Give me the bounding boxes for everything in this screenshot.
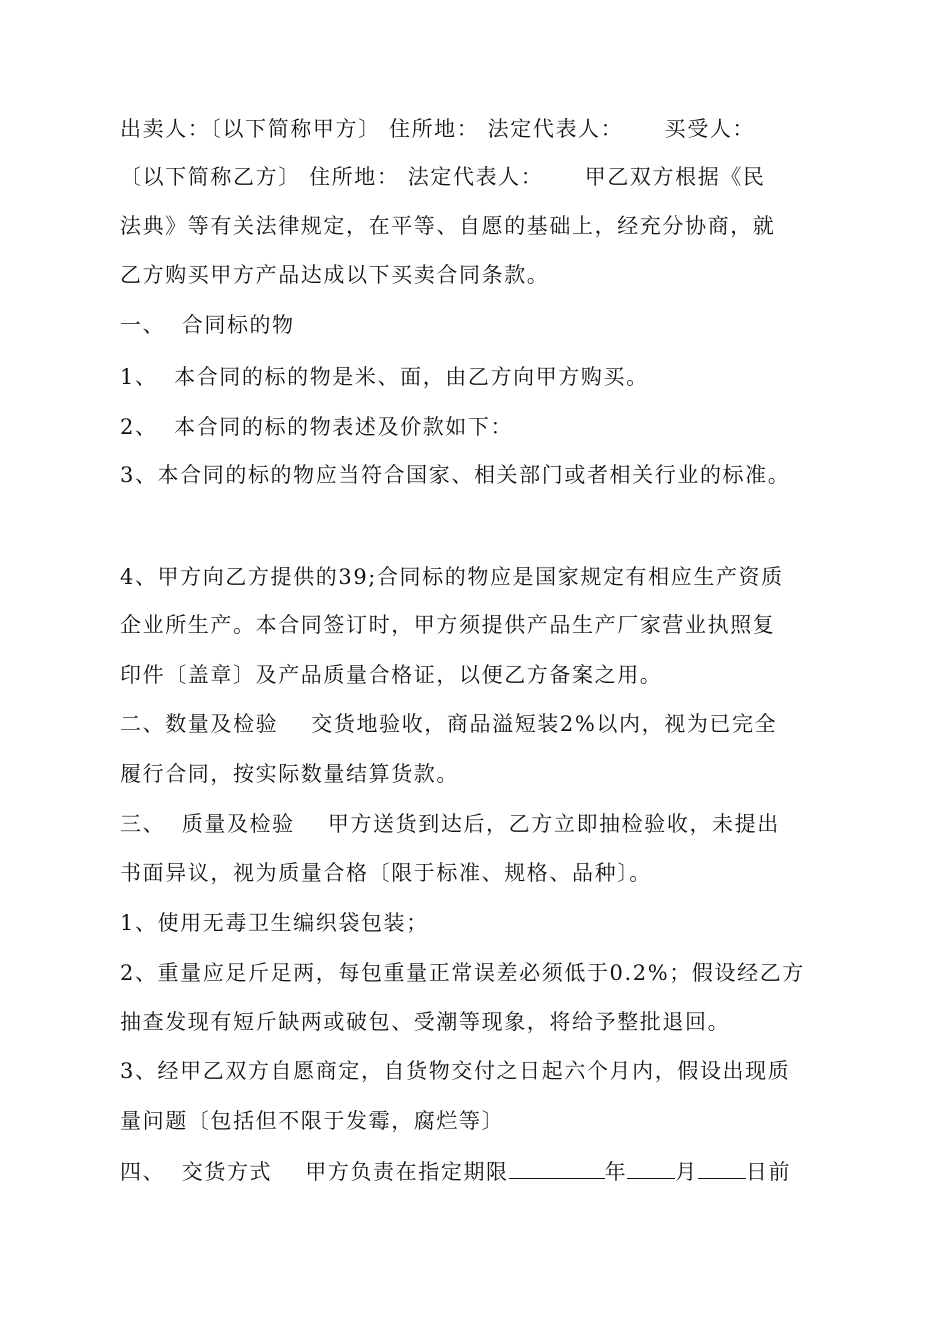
- paragraph-line: 乙方购买甲方产品达成以下买卖合同条款。: [120, 263, 550, 287]
- paragraph-line: 〔以下简称乙方〕 住所地： 法定代表人： 甲乙双方根据《民: [120, 165, 766, 189]
- list-item: 2、 本合同的标的物表述及价款如下：: [120, 415, 514, 439]
- delivery-prefix: 四、 交货方式 甲方负责在指定期限: [120, 1160, 509, 1184]
- list-item: 3、本合同的标的物应当符合国家、相关部门或者相关行业的标准。: [120, 463, 791, 487]
- year-blank: [509, 1156, 605, 1179]
- year-label: 年: [604, 1160, 628, 1184]
- section-heading: 一、 合同标的物: [120, 313, 295, 337]
- paragraph-line: 出卖人：〔以下简称甲方〕 住所地： 法定代表人： 买受人：: [120, 117, 756, 141]
- section-heading-delivery: [120, 1156, 840, 1187]
- paragraph-line: 履行合同，按实际数量结算货款。: [120, 762, 459, 786]
- month-label: 月: [675, 1160, 698, 1184]
- list-item: 2、重量应足斤足两，每包重量正常误差必须低于0.2%；假设经乙方: [120, 961, 805, 985]
- day-label: 日前: [745, 1160, 792, 1184]
- paragraph-line: 4、甲方向乙方提供的39;合同标的物应是国家规定有相应生产资质: [120, 565, 784, 589]
- paragraph-line: 抽查发现有短斤缺两或破包、受潮等现象，将给予整批退回。: [120, 1010, 731, 1034]
- list-item: 1、使用无毒卫生编织袋包装；: [120, 911, 429, 935]
- day-blank: [698, 1156, 746, 1179]
- section-heading: 二、数量及检验 交货地验收，商品溢短装2%以内，视为已完全: [120, 712, 778, 736]
- paragraph-line: 企业所生产。本合同签订时，甲方须提供产品生产厂家营业执照复: [120, 613, 776, 637]
- paragraph-line: 书面异议，视为质量合格〔限于标准、规格、品种〕。: [120, 861, 652, 885]
- paragraph-line: 法典》等有关法律规定，在平等、自愿的基础上，经充分协商，就: [120, 214, 776, 238]
- paragraph-line: 量问题〔包括但不限于发霉，腐烂等〕: [120, 1109, 505, 1133]
- section-heading: 三、 质量及检验 甲方送货到达后，乙方立即抽检验收，未提出: [120, 812, 780, 836]
- paragraph-line: 印件〔盖章〕及产品质量合格证，以便乙方备案之用。: [120, 663, 663, 687]
- list-item: 1、 本合同的标的物是米、面，由乙方向甲方购买。: [120, 365, 649, 389]
- month-blank: [627, 1156, 675, 1179]
- list-item: 3、经甲乙双方自愿商定，自货物交付之日起六个月内，假设出现质: [120, 1059, 791, 1083]
